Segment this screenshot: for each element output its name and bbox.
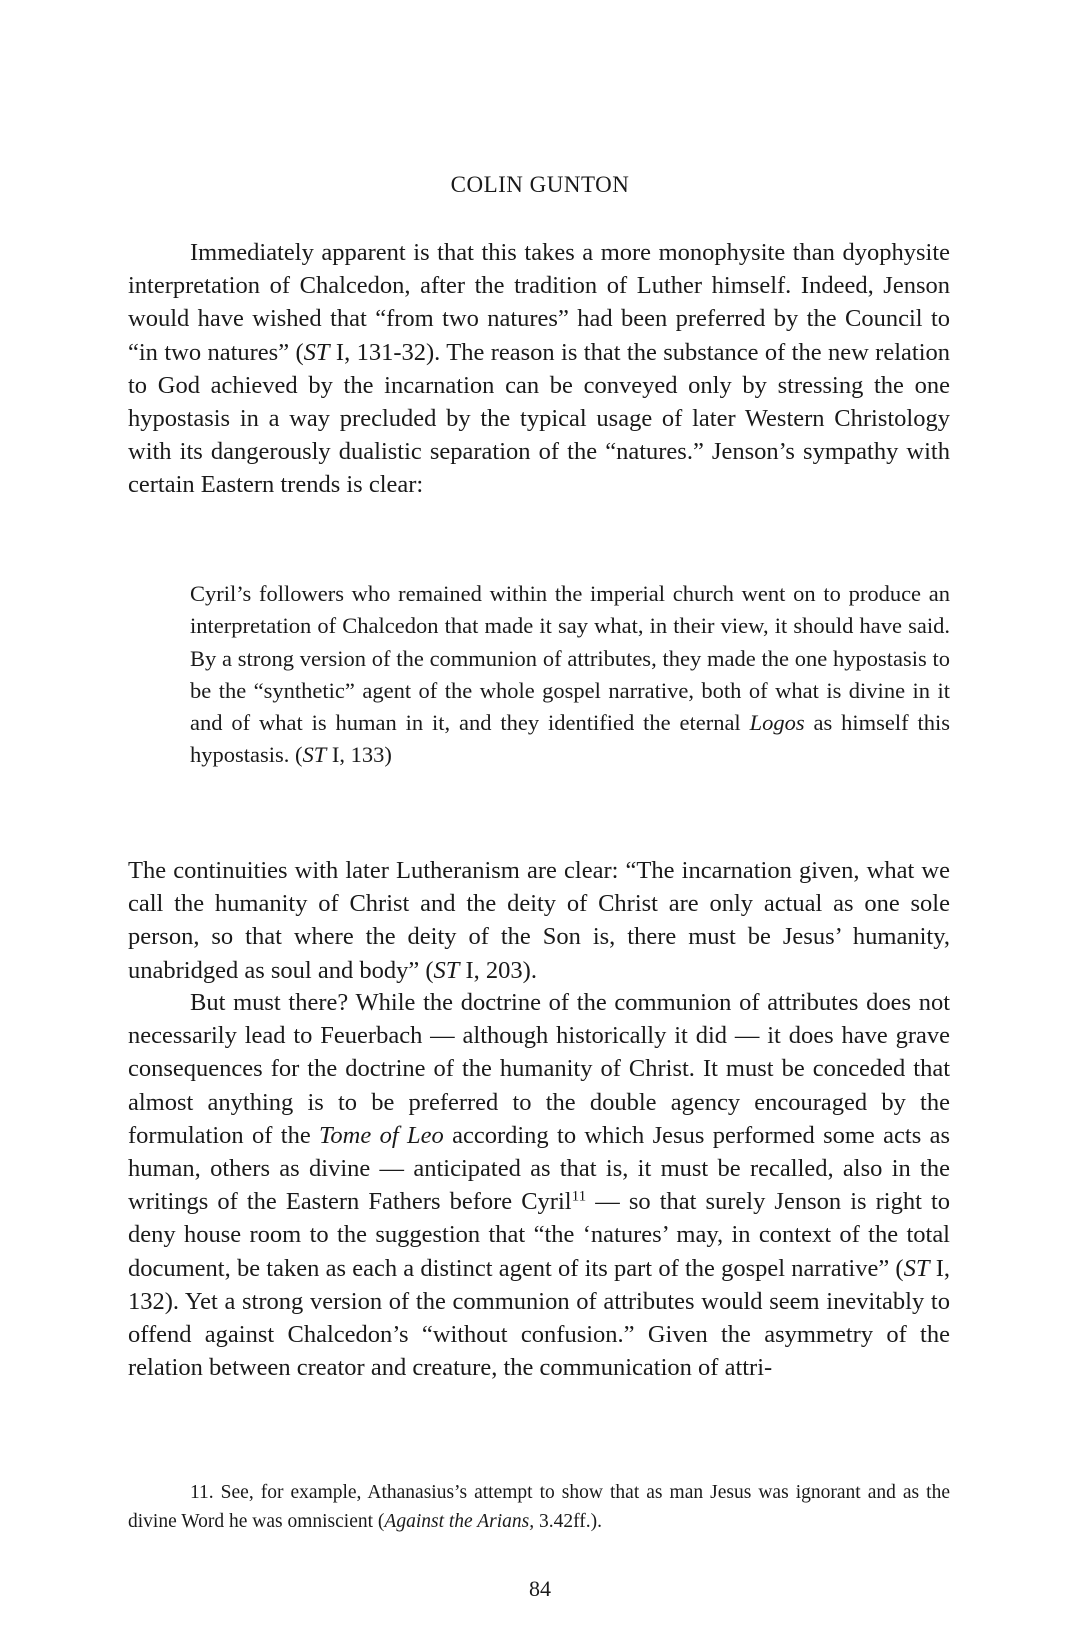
italic-citation: ST [302, 742, 327, 768]
text-span: — so that surely Jenson is right to deny house room to the suggestion that “the ‘natures’ may, in context of the total document, be taken as each a distinct agent of its part of the gospel narrative” ( [128, 1188, 950, 1282]
text-span: But must there? While the doctrine of the communion of attributes does not necessarily lead to Feuerbach — although historically it did — it does have grave consequences for the doctrine of the humanity of Christ. It must be conceded that almost anything is to be preferred to the double agency encouraged by the formulation of the [128, 989, 950, 1149]
text-span: I, 203). [459, 956, 537, 984]
italic-citation: ST [903, 1254, 930, 1282]
body-paragraph [128, 854, 950, 987]
body-paragraph [128, 236, 950, 502]
block-quote [190, 578, 950, 772]
running-head: COLIN GUNTON [450, 172, 630, 197]
text-span: The continuities with later Lutheranism are clear: “The incarnation given, what we call the humanity of Christ and the deity of Christ are only actual as one sole person, so that where the deity of the Son is, there must be Jesus’ humanity, unabridged as soul and body” ( [128, 857, 950, 984]
italic-citation: ST [433, 956, 460, 984]
italic-title: Tome of Leo [319, 1121, 444, 1149]
footnote [128, 1478, 950, 1536]
text-span: 11. See, for example, Athanasius’s attempt to show that as man Jesus was ignorant and as the divine Word he was omniscient ( [128, 1482, 950, 1532]
text-span: Cyril’s followers who remained within the imperial church went on to produce an interpretation of Chalcedon that made it say what, in their view, it should have said. By a strong version of the communion of attributes, they made the one hypostasis to be the “synthetic” agent of the whole gospel narrative, both of what is divine in it and of what is human in it, and they identified the eternal [190, 581, 950, 736]
footnote-reference[interactable]: 11 [571, 1187, 587, 1205]
body-paragraph [128, 986, 950, 1384]
text-span: I, 131-32). The reason is that the substance of the new relation to God achieved by the incarnation can be conveyed only by stressing the one hypostasis in a way precluded by the typical usage of later Western Christology with its dangerously dualistic separation of the “natures.” Jenson’s sympathy with certain Eastern trends is clear: [128, 338, 951, 499]
italic-citation: ST [303, 338, 330, 366]
text-span: Immediately apparent is that this takes a more monophysite than dyophysite interpretation of Chalcedon, after the tradition of Luther himself. Indeed, Jenson would have wished that “from two natures” had been preferred by the Council to “in two natures” ( [128, 239, 950, 366]
text-span: I, 132). Yet a strong version of the communion of attributes would seem inevitably to offend against Chalcedon’s “without confusion.” Given the asymmetry of the relation between creator and creature, the communication of attri- [128, 1254, 950, 1382]
text-span: I, 133) [326, 742, 392, 768]
italic-term: Logos [749, 710, 805, 736]
text-span: 3.42ff.). [534, 1511, 602, 1532]
text-span: as himself this hypostasis. ( [190, 710, 950, 768]
text-span: according to which Jesus performed some acts as human, others as divine — anticipated as that is, it must be recalled, also in the writings of the Eastern Fathers before Cyril [128, 1121, 950, 1216]
italic-title: Against the Arians, [384, 1511, 535, 1532]
page-number: 84 [529, 1576, 551, 1601]
